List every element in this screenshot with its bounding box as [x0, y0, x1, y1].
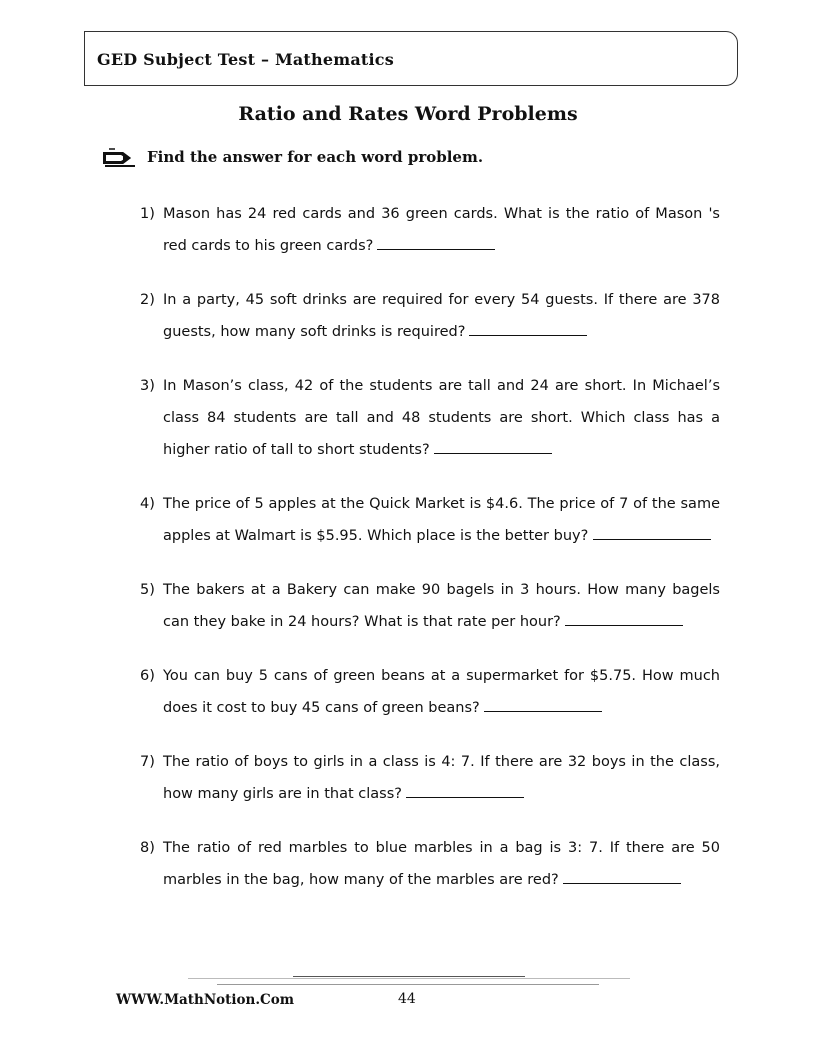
problem-1	[140, 198, 720, 262]
answer-blank[interactable]	[565, 607, 683, 626]
problem-5	[140, 574, 720, 638]
problem-number: 8)	[140, 840, 155, 856]
problem-number: 2)	[140, 292, 155, 308]
problem-list	[140, 198, 720, 896]
problem-text: The ratio of boys to girls in a class is 4: 7. If there are 32 boys in the class, how many girls are in that class?	[163, 754, 720, 802]
footer-website[interactable]: WWW.MathNotion.Com	[116, 992, 295, 1008]
instruction	[101, 146, 483, 168]
problem-8	[140, 832, 720, 896]
answer-blank[interactable]	[377, 231, 495, 250]
problem-3	[140, 370, 720, 466]
instruction-text: Find the answer for each word problem.	[147, 148, 484, 166]
answer-blank[interactable]	[563, 865, 681, 884]
answer-blank[interactable]	[434, 435, 552, 454]
problem-number: 7)	[140, 754, 155, 770]
problem-text: In Mason’s class, 42 of the students are tall and 24 are short. In Michael’s class 84 students are tall and 48 students are short. Which class has a higher ratio of tall to short students?	[163, 378, 720, 458]
problem-text: Mason has 24 red cards and 36 green cards. What is the ratio of Mason 's red cards to his green cards?	[163, 206, 720, 254]
footer-divider	[217, 984, 599, 985]
page-title: Ratio and Rates Word Problems	[238, 103, 578, 125]
problem-4	[140, 488, 720, 552]
answer-blank[interactable]	[469, 317, 587, 336]
problem-7	[140, 746, 720, 810]
problem-number: 3)	[140, 378, 155, 394]
problem-text: The bakers at a Bakery can make 90 bagels in 3 hours. How many bagels can they bake in 24 hours? What is that rate per hour?	[163, 582, 720, 630]
problem-number: 1)	[140, 206, 155, 222]
problem-number: 6)	[140, 668, 155, 684]
answer-blank[interactable]	[484, 693, 602, 712]
footer-divider	[188, 978, 630, 979]
problem-number: 5)	[140, 582, 155, 598]
problem-text: The ratio of red marbles to blue marbles in a bag is 3: 7. If there are 50 marbles in the bag, how many of the marbles are red?	[163, 840, 720, 888]
answer-blank[interactable]	[406, 779, 524, 798]
problem-text: In a party, 45 soft drinks are required for every 54 guests. If there are 378 guests, how many soft drinks is required?	[163, 292, 720, 340]
problem-text: You can buy 5 cans of green beans at a supermarket for $5.75. How much does it cost to buy 45 cans of green beans?	[163, 668, 720, 716]
page-number: 44	[398, 991, 416, 1007]
problem-number: 4)	[140, 496, 155, 512]
problem-2	[140, 284, 720, 348]
pencil-icon	[101, 146, 137, 168]
problem-text: The price of 5 apples at the Quick Market is $4.6. The price of 7 of the same apples at Walmart is $5.95. Which place is the better buy?	[163, 496, 720, 544]
footer-divider	[293, 976, 525, 977]
answer-blank[interactable]	[593, 521, 711, 540]
problem-6	[140, 660, 720, 724]
header-box	[84, 31, 738, 86]
header-title: GED Subject Test – Mathematics	[97, 50, 394, 69]
